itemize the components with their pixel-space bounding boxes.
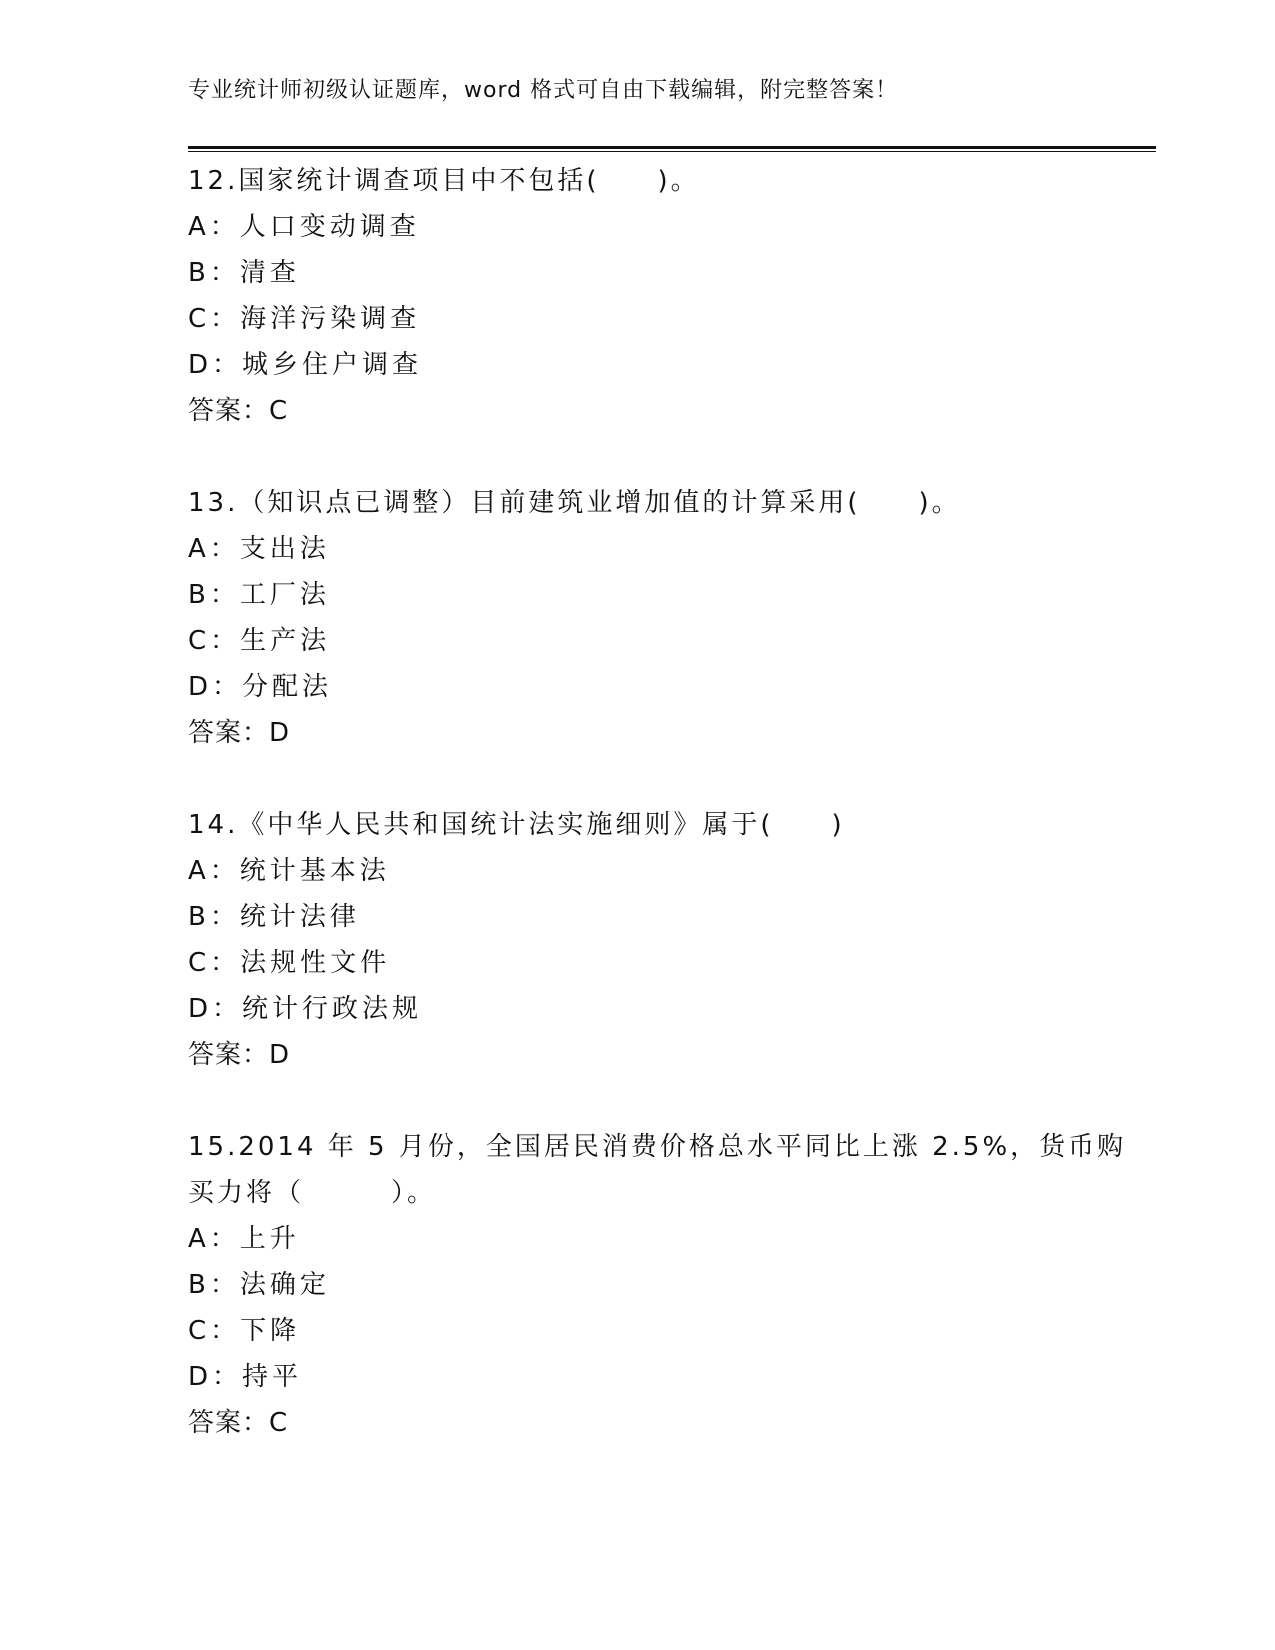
page-header: 专业统计师初级认证题库，word 格式可自由下载编辑，附完整答案！: [188, 78, 899, 103]
question-list: [188, 158, 1127, 1492]
question-item: [188, 1124, 1127, 1446]
option-c: C：下降: [188, 1316, 301, 1346]
option-a: A：人口变动调查: [188, 212, 420, 242]
question-item: [188, 158, 1108, 434]
question-stem-line-2: 买力将（ ）。: [188, 1178, 437, 1208]
option-a: A：支出法: [188, 534, 330, 564]
question-item: [188, 480, 1108, 756]
question-stem: 14.《中华人民共和国统计法实施细则》属于( ): [188, 810, 845, 840]
option-a: A：统计基本法: [188, 856, 390, 886]
option-b: B：清查: [188, 258, 300, 288]
answer-line: 答案：D: [188, 718, 291, 748]
option-c: C：生产法: [188, 626, 331, 656]
option-d: D：统计行政法规: [188, 994, 423, 1024]
option-b: B：工厂法: [188, 580, 330, 610]
answer-line: 答案：C: [188, 396, 289, 426]
option-d: D：持平: [188, 1362, 303, 1392]
option-b: B：法确定: [188, 1270, 330, 1300]
answer-line: 答案：D: [188, 1040, 291, 1070]
question-stem: 13.（知识点已调整）目前建筑业增加值的计算采用( )。: [188, 488, 961, 518]
option-a: A：上升: [188, 1224, 300, 1254]
question-stem: 12.国家统计调查项目中不包括( )。: [188, 166, 700, 196]
option-b: B：统计法律: [188, 902, 360, 932]
option-d: D：分配法: [188, 672, 333, 702]
answer-line: 答案：C: [188, 1408, 289, 1438]
option-c: C：海洋污染调查: [188, 304, 421, 334]
option-d: D：城乡住户调查: [188, 350, 423, 380]
option-c: C：法规性文件: [188, 948, 391, 978]
question-stem-line-1: 15.2014 年 5 月份，全国居民消费价格总水平同比上涨 2.5%，货币购: [188, 1132, 1127, 1162]
question-item: [188, 802, 1108, 1078]
header-divider: [188, 146, 1156, 152]
